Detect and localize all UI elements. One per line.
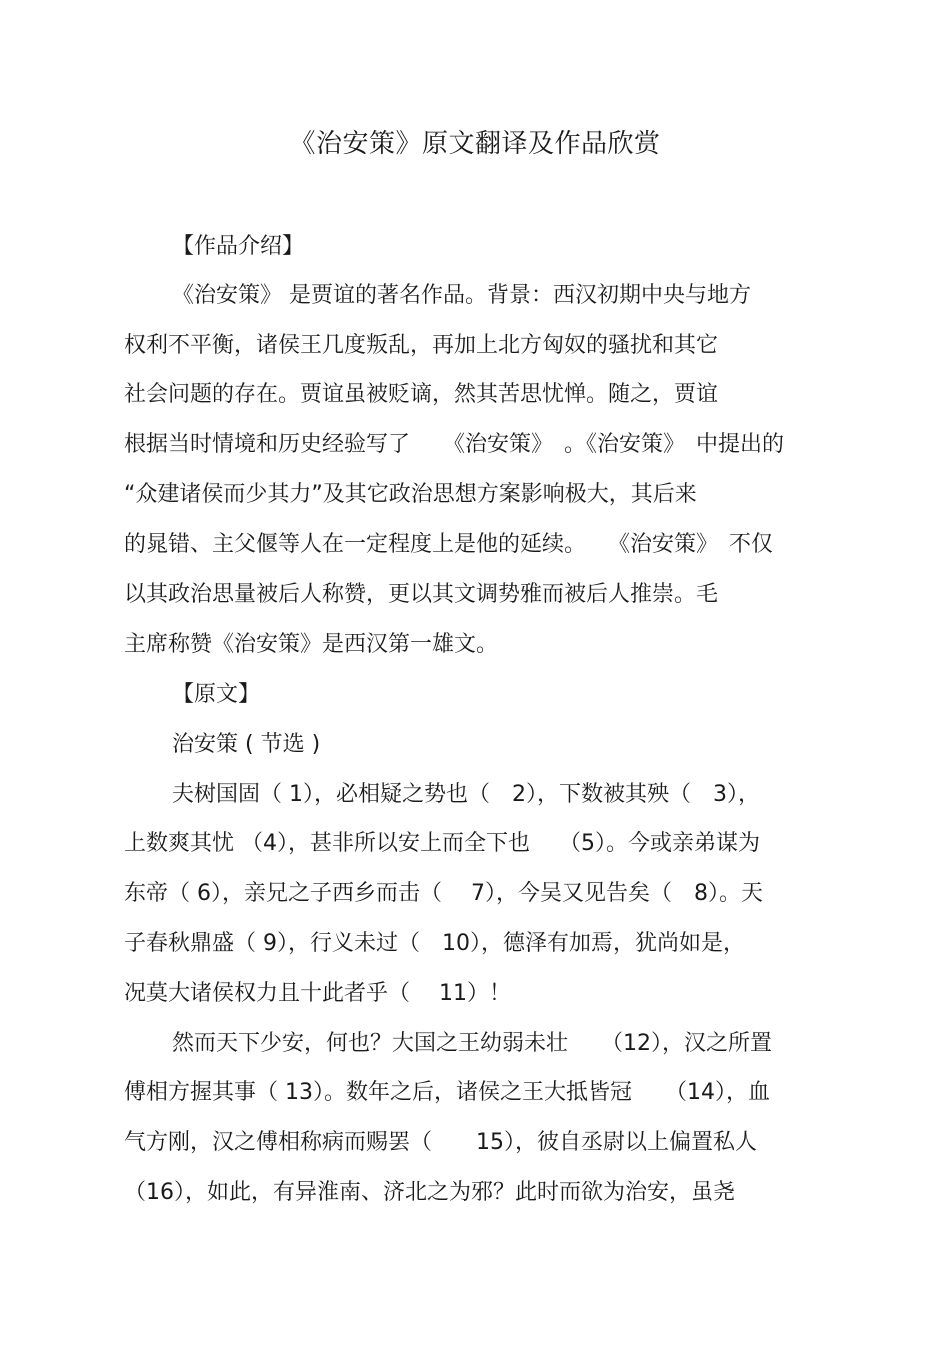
original-text-line: 子春秋鼎盛（ 9），行义未过（ 10），德泽有加焉，犹尚如是，	[124, 931, 745, 956]
intro-line: 的晁错、主父偃等人在一定程度上是他的延续。 《治安策》 不仅	[124, 532, 774, 557]
section-subtitle: 治安策 ( 节选 )	[172, 732, 321, 757]
intro-heading: 【作品介绍】	[172, 234, 305, 259]
intro-line: 权利不平衡，诸侯王几度叛乱，再加上北方匈奴的骚扰和其它	[124, 333, 719, 358]
original-text-line: 东帝（ 6），亲兄之子西乡而击（ 7），今吴又见告矣（ 8）。天	[124, 881, 763, 906]
intro-line: “众建诸侯而少其力”及其它政治思想方案影响极大，其后来	[124, 482, 697, 507]
document-title: 《治安策》原文翻译及作品欣赏	[289, 129, 661, 159]
intro-line: 以其政治思量被后人称赞，更以其文调势雅而被后人推崇。毛	[124, 582, 719, 607]
original-heading: 【原文】	[172, 682, 261, 707]
original-text-line: 傅相方握其事（ 13）。数年之后，诸侯之王大抵皆冠 （14），血	[124, 1080, 770, 1105]
intro-line: 《治安策》 是贾谊的著名作品。背景：西汉初期中央与地方	[172, 283, 751, 308]
original-text-line: （16），如此，有异淮南、济北之为邪？此时而欲为治安，虽尧	[124, 1180, 735, 1205]
intro-line: 根据当时情境和历史经验写了 《治安策》 。《治安策》 中提出的	[124, 432, 785, 457]
original-text-line: 夫树国固（ 1），必相疑之势也（ 2），下数被其殃（ 3），	[172, 782, 760, 807]
original-text-line: 然而天下少安，何也？大国之王幼弱未壮 （12），汉之所置	[172, 1031, 772, 1056]
original-text-line: 上数爽其忧 （4），甚非所以安上而全下也 （5）。今或亲弟谋为	[124, 831, 760, 856]
intro-line: 主席称赞《治安策》是西汉第一雄文。	[124, 632, 499, 657]
original-text-line: 况莫大诸侯权力且十此者乎（ 11）！	[124, 981, 511, 1006]
intro-line: 社会问题的存在。贾谊虽被贬谪，然其苦思忧惮。随之，贾谊	[124, 382, 719, 407]
original-text-line: 气方刚，汉之傅相称病而赐罢（ 15），彼自丞尉以上偏置私人	[124, 1130, 757, 1155]
